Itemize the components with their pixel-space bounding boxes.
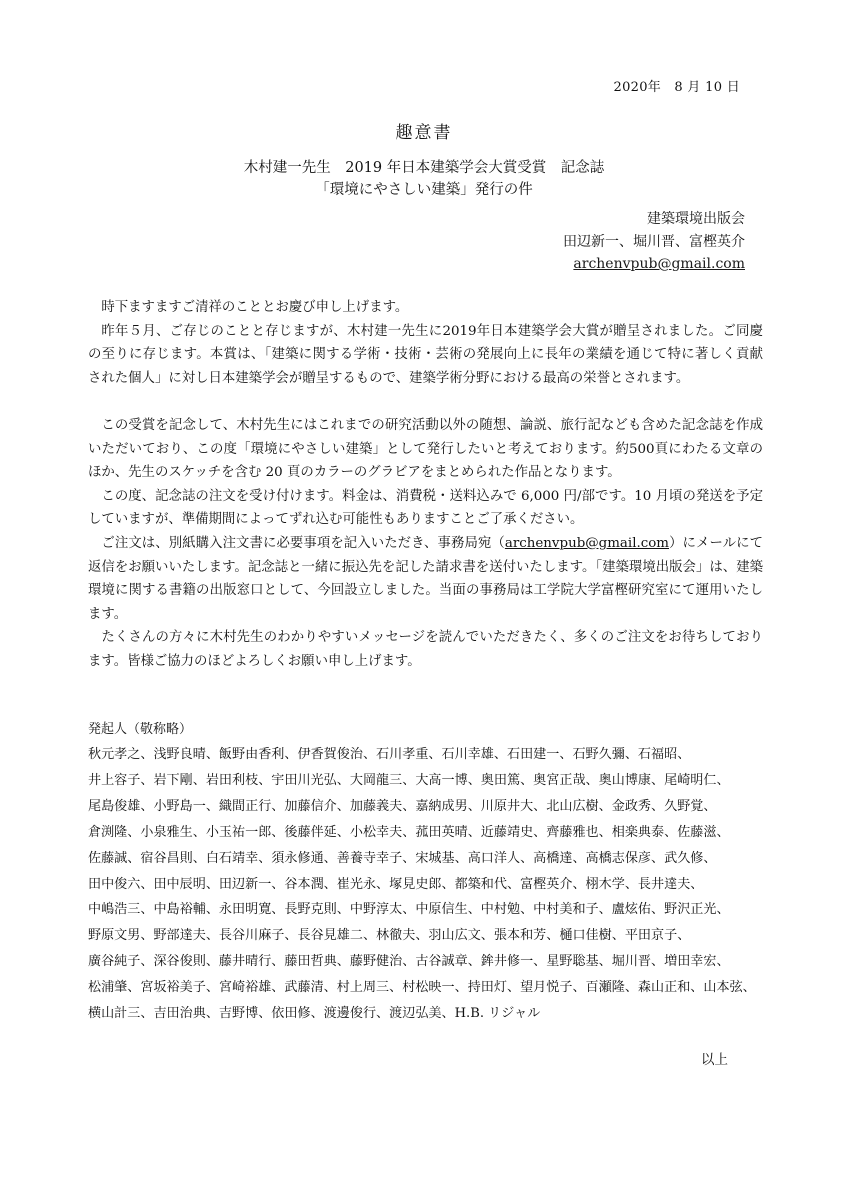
sender-organization: 建築環境出版会: [647, 211, 745, 227]
order-text-end: ）にメールにて返信をお願いいたします。記念誌と一緒に振込先を記した請求書を送付いたします。「建築環境出版会」は、建築環境に関する書籍の出版窓口として、今回設立しました。当面の事務局は工学院大学富樫研究室にて運用いたします。: [88, 535, 764, 622]
promoters-line: 佐藤誠、宿谷昌則、白石靖幸、須永修通、善養寺幸子、宋城基、高口洋人、高橋達、高橋志保彦、武久修、: [88, 850, 717, 866]
promoters-line: 廣谷純子、深谷俊則、藤井晴行、藤田哲典、藤野健治、古谷誠章、鉾井修一、星野聡基、堀川晋、増田幸宏、: [88, 954, 730, 970]
sender-names: 田辺新一、堀川晋、富樫英介: [563, 234, 745, 250]
closing-mark: 以上: [701, 1052, 728, 1068]
promoters-list: [88, 742, 763, 1027]
sender-email-block: [573, 256, 745, 272]
commemorative-book-paragraph: この受賞を記念して、木村先生にはこれまでの研究活動以外の随想、論説、旅行記なども含めた記念誌を作成いただいており、この度「環境にやさしい建築」として発行したいと考えております。約500頁にわたる文章のほか、先生のスケッチを含む 20 頁のカラーのグラビアをまとめられた作品となります。: [88, 417, 763, 481]
subtitle-line-1: 木村建一先生 2019 年日本建築学会大賞受賞 記念誌: [243, 160, 605, 176]
order-text-start: ご注文は、別紙購入注文書に必要事項を記入いただき、事務局宛（: [101, 535, 505, 551]
order-price-paragraph: この度、記念誌の注文を受け付けます。料金は、消費税・送料込みで 6,000 円/部です。10 月頃の発送を予定していますが、準備期間によってずれ込む可能性もありますことご了承ください。: [88, 488, 763, 528]
promoters-line: 秋元孝之、浅野良晴、飯野由香利、伊香賀俊治、石川孝重、石川幸雄、石田建一、石野久彌、石福昭、: [88, 747, 691, 762]
greeting-paragraph: 時下ますますご清祥のこととお慶び申し上げます。: [101, 300, 409, 315]
promoters-line: 井上容子、岩下剛、岩田利枝、宇田川光弘、大岡龍三、大高一博、奥田篤、奥宮正哉、奥山博康、尾崎明仁、: [88, 772, 730, 788]
letter-body: [88, 296, 763, 674]
order-email-link[interactable]: archenvpub@gmail.com: [504, 535, 669, 551]
award-paragraph: 昨年５月、ご存じのことと存じますが、木村建一先生に2019年日本建築学会大賞が贈呈されました。ご同慶の至りに存じます。本賞は、「建築に関する学術・技術・芸術の発展向上に長年の業績を通じて特に著しく貢献された個人」に対し日本建築学会が贈呈するもので、建築学術分野における最高の栄誉とされます。: [88, 323, 763, 386]
document-date: 2020年 8 月 10 日: [613, 80, 740, 95]
promoters-heading: 発起人（敬称略）: [88, 722, 193, 737]
promoters-line: 野原文男、野部達夫、長谷川麻子、長谷見雄二、林徹夫、羽山広文、張本和芳、樋口佳樹、平田京子、: [88, 928, 691, 944]
promoters-line: 横山計三、吉田治典、吉野博、依田修、渡邊俊行、渡辺弘美、H.B. リジャル: [88, 1006, 541, 1022]
subtitle-line-2: 「環境にやさしい建築」発行の件: [315, 182, 533, 198]
promoters-line: 松浦肇、宮坂裕美子、宮崎裕雄、武藤清、村上周三、村松映一、持田灯、望月悦子、百瀬隆、森山正和、山本弦、: [88, 980, 756, 996]
document-title: 趣意書: [395, 123, 453, 143]
closing-request-paragraph: たくさんの方々に木村先生のわかりやすいメッセージを読んでいただきたく、多くのご注文をお待ちしております。皆様ご協力のほどよろしくお願い申し上げます。: [88, 630, 763, 669]
promoters-line: 中嶋浩三、中島裕輔、永田明寛、長野克則、中野淳太、中原信生、中村勉、中村美和子、盧炫佑、野沢正光、: [88, 902, 730, 918]
promoters-line: 田中俊六、田中辰明、田辺新一、谷本潤、崔光永、塚見史郎、都築和代、富樫英介、栩木学、長井達夫、: [88, 876, 704, 892]
promoters-line: 倉渕隆、小泉雅生、小玉祐一郎、後藤伴延、小松幸夫、菰田英晴、近藤靖史、齊藤雅也、相楽典泰、佐藤滋、: [88, 824, 730, 840]
promoters-line: 尾島俊雄、小野島一、織間正行、加藤信介、加藤義夫、嘉納成男、川原井大、北山広樹、金政秀、久野覚、: [88, 798, 717, 814]
sender-email-link[interactable]: archenvpub@gmail.com: [573, 256, 745, 272]
order-instructions-paragraph: [88, 532, 763, 626]
